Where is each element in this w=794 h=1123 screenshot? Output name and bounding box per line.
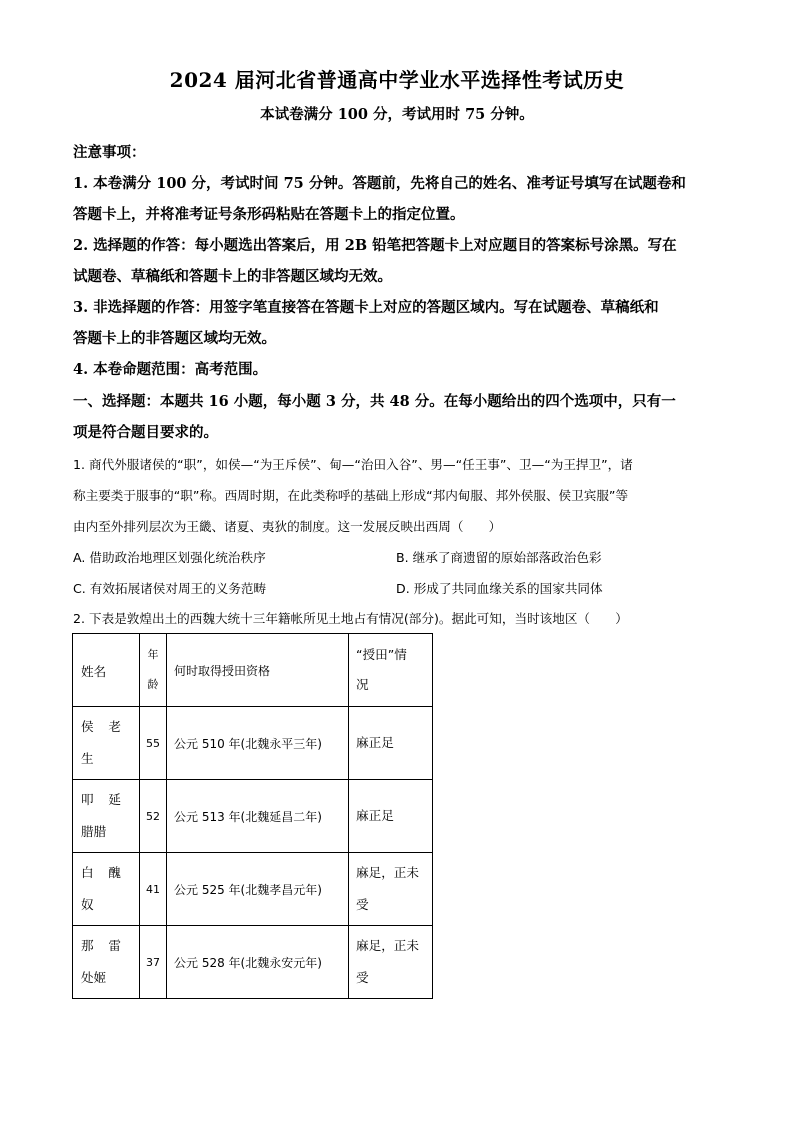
row-age: 52 xyxy=(140,780,167,853)
land-record-table xyxy=(72,633,433,999)
table-row xyxy=(73,853,433,926)
row-time: 公元 513 年(北魏延昌二年) xyxy=(167,780,349,853)
header-time: 何时取得授田资格 xyxy=(167,634,349,707)
row-time: 公元 510 年(北魏永平三年) xyxy=(167,707,349,780)
table-row xyxy=(73,780,433,853)
table-row xyxy=(73,707,433,780)
section1-line-2: 项是符合题目要求的。 xyxy=(73,424,218,441)
header-name: 姓名 xyxy=(73,634,140,707)
note-2-line-2: 试题卷、草稿纸和答题卡上的非答题区域均无效。 xyxy=(73,268,392,285)
header-age: 年 龄 xyxy=(140,634,167,707)
note-3-line-1: 3. 非选择题的作答：用签字笔直接答在答题卡上对应的答题区域内。写在试题卷、草稿纸和 xyxy=(73,299,659,316)
notes-heading: 注意事项： xyxy=(73,144,146,161)
q1-stem-line-3: 由内至外排列层次为王畿、诸夏、夷狄的制度。这一发展反映出西周（ ） xyxy=(73,519,502,534)
q1-stem-line-1: 1. 商代外服诸侯的“职”，如侯—“为王斥侯”、甸—“治田入谷”、男—“任王事”、卫—“为王捍卫”，诸 xyxy=(73,457,633,472)
row-age: 37 xyxy=(140,926,167,999)
section1-line-1: 一、选择题：本题共 16 小题，每小题 3 分，共 48 分。在每小题给出的四个选项中，只有一 xyxy=(73,393,676,410)
note-2-line-1: 2. 选择题的作答：每小题选出答案后，用 2B 铅笔把答题卡上对应题目的答案标号涂黑。写在 xyxy=(73,237,677,254)
note-4-line-1: 4. 本卷命题范围：高考范围。 xyxy=(73,361,268,378)
q1-option-d: D. 形成了共同血缘关系的国家共同体 xyxy=(396,581,603,596)
note-3-line-2: 答题卡上的非答题区域均无效。 xyxy=(73,330,276,347)
row-name: 叩 延 腊腊 xyxy=(73,780,140,853)
row-name: 白 醜 奴 xyxy=(73,853,140,926)
note-1-line-1: 1. 本卷满分 100 分，考试时间 75 分钟。答题前，先将自己的姓名、准考证号填写在试题卷和 xyxy=(73,175,686,192)
q1-stem-line-2: 称主要类于服事的“职”称。西周时期，在此类称呼的基础上形成“邦内甸服、邦外侯服、侯卫宾服”等 xyxy=(73,488,629,503)
row-time: 公元 525 年(北魏孝昌元年) xyxy=(167,853,349,926)
row-name: 侯 老 生 xyxy=(73,707,140,780)
q1-option-c: C. 有效拓展诸侯对周王的义务范畴 xyxy=(73,581,267,596)
exam-title: 2024 届河北省普通高中学业水平选择性考试历史 xyxy=(169,68,625,92)
row-status: 麻足，正未 受 xyxy=(349,853,433,926)
row-age: 55 xyxy=(140,707,167,780)
q2-stem: 2. 下表是敦煌出土的西魏大统十三年籍帐所见土地占有情况(部分)。据此可知，当时该地区（ ） xyxy=(73,611,628,626)
row-status: 麻正足 xyxy=(349,780,433,853)
header-status: “授田”情 况 xyxy=(349,634,433,707)
row-status: 麻正足 xyxy=(349,707,433,780)
q1-option-a: A. 借助政治地理区划强化统治秩序 xyxy=(73,550,266,565)
row-age: 41 xyxy=(140,853,167,926)
row-status: 麻足，正未 受 xyxy=(349,926,433,999)
note-1-line-2: 答题卡上，并将准考证号条形码粘贴在答题卡上的指定位置。 xyxy=(73,206,465,223)
exam-subtitle: 本试卷满分 100 分，考试用时 75 分钟。 xyxy=(260,106,534,123)
row-name: 那 雷 处姬 xyxy=(73,926,140,999)
q1-option-b: B. 继承了商遗留的原始部落政治色彩 xyxy=(396,550,602,565)
table-row xyxy=(73,926,433,999)
row-time: 公元 528 年(北魏永安元年) xyxy=(167,926,349,999)
table-header-row xyxy=(73,634,433,707)
